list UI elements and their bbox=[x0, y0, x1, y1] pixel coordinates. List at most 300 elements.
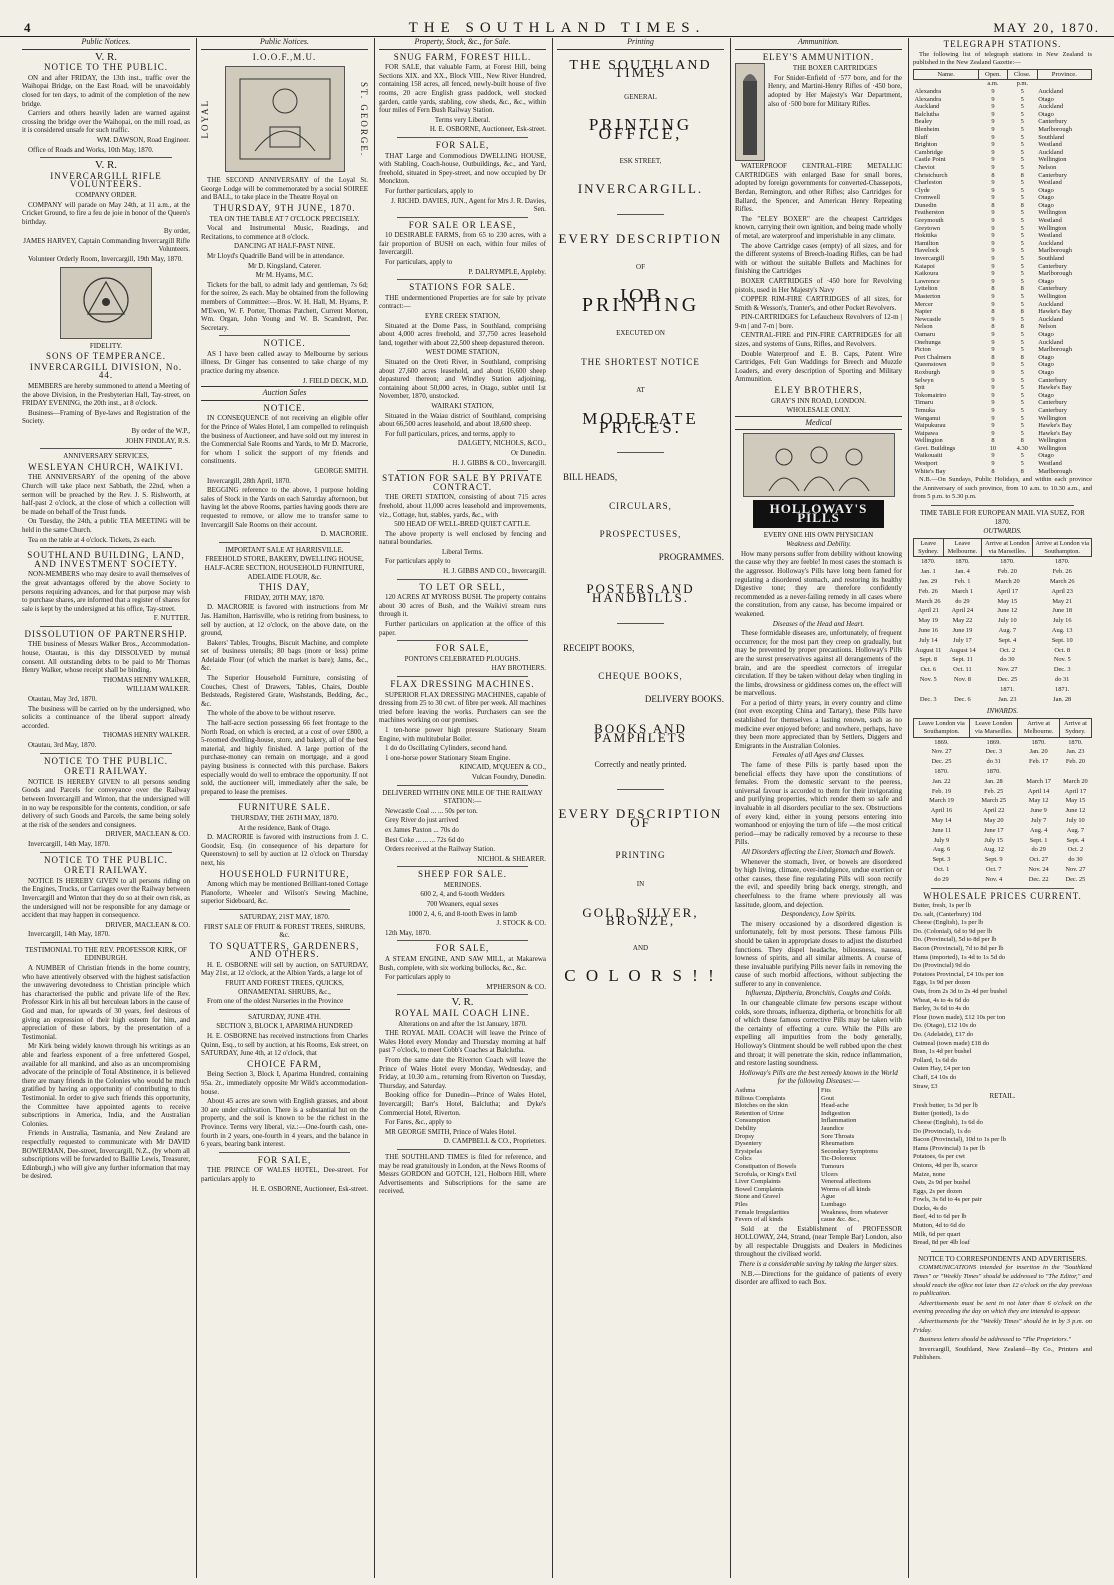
table-cell: 9 bbox=[991, 163, 995, 171]
table-cell: Timaru bbox=[914, 399, 934, 407]
table-cell: 9 bbox=[991, 429, 995, 437]
lodge-emblem-image bbox=[225, 66, 345, 172]
column-header: Arrive at Sydney. bbox=[1059, 718, 1091, 737]
table-cell: Feb. 20 bbox=[997, 568, 1017, 576]
disease-item: Secondary Symptoms bbox=[821, 1147, 878, 1155]
times-filing-note: THE SOUTHLAND TIMES is filed for reference, and may be read gratuitously in London, at the News Rooms of Messrs GORDON and GOTCH, 121, Holborn Hill, where Advertisements and Subscriptions for the same are received. bbox=[379, 1152, 546, 1196]
table-cell: 9 bbox=[991, 179, 995, 187]
table-cell: 5 bbox=[1020, 87, 1024, 95]
price-item: Oats, 2s 9d per bushel bbox=[913, 1179, 971, 1187]
table-cell: Lyttelton bbox=[914, 285, 938, 293]
telegraph-title: TELEGRAPH STATIONS. bbox=[943, 39, 1062, 49]
table-cell: do 30 bbox=[1068, 856, 1083, 864]
table-cell: March 25 bbox=[981, 797, 1007, 805]
table-cell: Picton bbox=[914, 346, 931, 354]
table-cell: 8 bbox=[991, 308, 995, 316]
table-cell: Auckland bbox=[1038, 103, 1064, 111]
disease-item: Female Irregularities bbox=[735, 1208, 790, 1216]
table-cell: 9 bbox=[991, 338, 995, 346]
eley-ammunition-ad: ELEY'S AMMUNITION. THE BOXER CARTRIDGES For Snider-Enfield of ·577 bore, and for the Henry, and Martini-Henry Rifles of ·450 bore, adopted by Her Majesty's War Department, also of ·500 bore for Military Rifles. WATERPROOF CENTRAL-FIRE METALLIC CARTRIDGES with enlarged Base for small bores, adopted by foreign governments for converted-Chassepots, Berdan, Remington, and other Rifles; also Cartridges for Ballard, the Spencer, and American Henry Repeating Rifles. The "ELEY BOXER" are the cheapest Cartridges known, carrying their own ignition, and being made wholly of metal, are waterproof and imperishable in any climate. The above Cartridge cases (empty) of all sizes, and for the different systems of Breech-loading Rifles, can be had with or without the suitable Bullets and Machines for finishing the Cartridges BOXER CARTRIDGES of ·450 bore for Revolving pistols, used in Her Majesty's Navy COPPER RIM-FIRE CARTRIDGES of all sizes, for Smith & Wesson's, Tranter's, and other Pocket Revolvers. PIN-CARTRIDGES for Lefaucheux Revolvers of 12-m | 9-m | and 7-m | bore. CENTRAL-FIRE and PIN-FIRE CARTRIDGES for all sizes, and systems of Guns, Rifles, and Revolvers. Double Waterproof and E. B. Caps, Patent Wire Cartridges, Felt Gun Waddings for Breech and Muzzle Loaders, and every description of Sporting and Military Ammunition. ELEY BROTHERS, GRAY'S INN ROAD, LONDON. WHOLESALE ONLY. bbox=[735, 51, 902, 415]
table-row bbox=[914, 567, 1092, 577]
macrorie-notice: BEGGING reference to the above, I purpose holding sales of Stock in the Yards on each Saturday afternoon, but having let the above Rooms, parties having goods there are requested to remove, or allow me to transfer same to Invercargill Sale Rooms on their account. D. MACRORIE. bbox=[201, 486, 368, 539]
table-row bbox=[914, 149, 1092, 157]
table-cell: 8 bbox=[991, 437, 995, 445]
table-cell bbox=[1018, 767, 1059, 777]
table-cell: Lawrence bbox=[914, 277, 940, 285]
table-cell: 9 bbox=[991, 293, 995, 300]
table-cell: Onehunga bbox=[914, 338, 941, 346]
table-row bbox=[914, 354, 1092, 362]
oreti-railway-notice-2: NOTICE TO THE PUBLIC. ORETI RAILWAY. NOTICE IS HEREBY GIVEN to all persons riding on the Engines, Trucks, or Carriages over the Railway between Invercargill and Winton that they do so at their own risk, as the undersigned will not be responsible for any damage or accident that may happen in consequence. DRIVER, MACLEAN & CO. Invercargill, 14th May, 1870. bbox=[22, 854, 190, 939]
table-cell: Oct. 27 bbox=[1029, 856, 1049, 864]
price-item: Mutton, 4d to 6d do bbox=[913, 1222, 965, 1230]
table-cell: 5 bbox=[1020, 179, 1024, 187]
table-cell: Spit bbox=[914, 384, 925, 392]
myross-bush-ad: TO LET OR SELL, 120 ACRES AT MYROSS BUSH. The property contains about 30 acres of Bush, and the Waikivi stream runs through it. Further particulars on application at the office of this paper. bbox=[379, 581, 546, 637]
table-cell: Nov. 27 bbox=[997, 666, 1018, 674]
disease-item: Blotches on the skin bbox=[735, 1102, 788, 1110]
table-cell: Otago bbox=[1038, 391, 1054, 399]
table-cell: April 22 bbox=[982, 807, 1005, 815]
table-cell: 8 bbox=[1020, 437, 1024, 445]
table-cell: 9 bbox=[991, 87, 995, 95]
table-cell: Wellington bbox=[1038, 437, 1067, 445]
table-cell: Nov. 27 bbox=[1065, 865, 1086, 873]
table-cell: July 14 bbox=[918, 636, 938, 644]
table-row bbox=[914, 384, 1092, 392]
year-cell: 1870. bbox=[1068, 738, 1083, 746]
disease-item: Retention of Urine bbox=[735, 1109, 784, 1117]
table-cell: Canterbury bbox=[1038, 406, 1067, 414]
harrisville-sale: IMPORTANT SALE AT HARRISVILLE. FREEHOLD STORE, BAKERY, DWELLING HOUSE, HALF-ACRE SECTION, HOUSEHOLD FURNITURE, ADELAIDE FLOUR, &c. THIS DAY, FRIDAY, 20TH MAY, 1870. D. MACRORIE is favored with instructions from Mr Jas. Hamilton, Harrisville, who is retiring from business, to sell by auction, at 12 o'clock, on the above date, on the ground, Bakers' Tables, Troughs, Biscuit Machine, and complete set of business utensils; 80 bags (more or less) prime Adelaide Flour (of which the market is bare); Jams, &c., &c. The Superior Household Furniture, consisting of Couches, Chest of Drawers, Tables, Chairs, Double Bedsteads, Registered Grate, Washstands, Bedding, &c., &c. The whole of the above to be without reserve. The half-acre section possessing 66 feet frontage to the North Road, on which is erected, at a cost of over £800, a 5-roomed dwelling-house, store, and bakery, all of the best material, and highly finished. A large portion of the purchase-money can remain on mortgage, and a good paying business is connected with this purchase. Bakers especially would do well to embrace the opportunity. If not sold, the auctioneer will, immediately after the sale, be prepared to lease the premises. bbox=[201, 545, 368, 796]
table-cell: 9 bbox=[991, 270, 995, 278]
table-cell: June 18 bbox=[1052, 607, 1073, 615]
disease-item: Consumption bbox=[735, 1117, 771, 1125]
table-cell: Jan. 28 bbox=[984, 777, 1003, 785]
price-item: Bacon (Provincial), 7d to 8d per lb bbox=[913, 945, 1004, 953]
table-row bbox=[914, 225, 1092, 233]
table-cell: 9 bbox=[991, 422, 995, 430]
disease-item: Stone and Gravel bbox=[735, 1193, 781, 1201]
table-cell: Nov. 8 bbox=[953, 675, 971, 683]
telegraph-table: Name. Open. Close. Province. a.m. p.m. Alexandra 9 5 Auckland Alexandra 9 5 Otago Auckland 9 5 Auckland Balclutha 9 5 Otago Bealey 9 5 Canterbury Blenheim 9 5 Marlborough Bluff 9 5 Southland Brighton 9 5 Westland Cambridge 9 5 Auckland Castle Point 9 5 Wellington Cheviot 9 5 Nelson Christchurch 8 8 Canterbury Charleston 9 5 Westland Clyde 9 5 Otago Cromwell 9 5 Otago Dunedin 8 8 Otago Featherston 9 5 Wellington Greymouth 9 5 Westland Greytown 9 5 Wellington Hokitika 9 5 Westland Hamilton 9 5 Auckland Havelock 9 5 Marlborough Invercargill 9 5 Southland Kaiapoi 9 5 Canterbury Kaikoura 9 5 Marlborough Lawrence 9 5 Otago Lyttelton 8 8 Canterbury Masterton 9 5 Wellington Mercer 9 5 Auckland Napier 8 8 Hawke's Bay Newcastle 9 5 Auckland Nelson 8 8 Nelson Oamaru 9 5 Otago Onehunga 9 5 Auckland Picton 9 5 Marlborough Port Chalmers 8 8 Otago Queenstown 9 5 Otago Roxburgh 9 5 Otago Selwyn 9 5 Canterbury Spit 9 5 Hawke's Bay Tokomairiro 9 5 Otago Timaru 9 5 Canterbury Temuka 9 5 Canterbury Wanganui 9 5 Wellington Waipukurau 9 5 Hawke's Bay Waipawa 9 5 Hawke's Bay Wellington 8 8 Wellington Govt. Buildings 10 4.30 Wellington Waikouaiti 9 5 Otago Westport 9 5 Westland White's Bay 8 8 Marlborough bbox=[913, 69, 1092, 475]
year-cell: 1870. bbox=[955, 558, 970, 566]
table-row bbox=[914, 636, 1092, 646]
table-row bbox=[914, 240, 1092, 248]
table-cell: Aug. 7 bbox=[998, 626, 1017, 634]
table-row bbox=[914, 415, 1092, 423]
column-public-notices-1 bbox=[18, 38, 194, 1578]
dwelling-house-ad: FOR SALE, THAT Large and Commodious DWELLING HOUSE, with Stabling, Coach-house, Outbuildings, &c., and Yard, freehold, situated in Spey-street, and now occupied by Dr Monckton. For further particulars, apply to J. RICHD. DAVIES, JUN., Agent for Mrs J. R. Davies, Sen. bbox=[379, 139, 546, 214]
table-cell: 1870. bbox=[986, 767, 1001, 775]
table-cell: Nov. 24 bbox=[1028, 865, 1049, 873]
disease-item: Worms of all kinds bbox=[821, 1185, 871, 1193]
table-cell: 9 bbox=[991, 346, 995, 354]
table-cell: do 31 bbox=[1055, 675, 1070, 683]
table-cell: April 17 bbox=[1064, 787, 1087, 795]
table-cell: Dec. 25 bbox=[1065, 875, 1086, 883]
column-header: Property, Stock, &c., for Sale. bbox=[379, 38, 546, 50]
disease-item: Lumbago bbox=[821, 1200, 846, 1208]
table-cell: Canterbury bbox=[1038, 399, 1067, 407]
lodge-side-label: ST. GEORGE. bbox=[359, 81, 369, 157]
table-cell: June 9 bbox=[1030, 807, 1047, 815]
table-cell bbox=[1059, 767, 1091, 777]
smith-notice: NOTICE. IN CONSEQUENCE of not receiving an eligible offer for the Prince of Wales Hotel, I am compelled to relinquish the business of Auctioneer, and have sold out my interest in the Commercial Sale Rooms and Yards, to Mr D. Macrorie, for whom I solicit the support of my friends and constituents. GEORGE SMITH. Invercargill, 28th April, 1870. bbox=[201, 402, 368, 485]
price-item: Eggs, 2s per dozen bbox=[913, 1187, 963, 1195]
table-cell: 4.30 bbox=[1016, 444, 1028, 452]
table-row bbox=[914, 331, 1092, 339]
table-cell: Otago bbox=[1038, 95, 1054, 103]
prices-title: WHOLESALE PRICES CURRENT. bbox=[923, 890, 1082, 901]
disease-item: Dropsy bbox=[735, 1132, 755, 1140]
table-cell: 9 bbox=[991, 209, 995, 217]
table-cell: Sept. 11 bbox=[952, 656, 973, 664]
table-cell: Westland bbox=[1038, 141, 1062, 149]
table-cell: Dec. 6 bbox=[954, 695, 971, 703]
table-cell: Aug. 7 bbox=[1066, 826, 1085, 834]
table-cell: Sept. 1 bbox=[1029, 836, 1048, 844]
price-item: Barley, 3s 6d to 4s do bbox=[913, 1005, 970, 1013]
price-item: Wheat, 4s to 4s 6d do bbox=[913, 996, 970, 1004]
roads-notice: V. R. NOTICE TO THE PUBLIC. ON and after FRIDAY, the 13th inst., traffic over the Waihopai Bridge, on the East Road, will be unavoidably closed for ten days, to admit of the completion of the new bridge. Carriers and others heavily laden are warned against crossing the bridge over the Waihopai, on the mill road, as it is considered unsafe for such traffic. WM. DAWSON, Road Engineer. Office of Roads and Works, 10th May, 1870. bbox=[22, 50, 190, 154]
table-cell: Feb. 17 bbox=[1029, 758, 1049, 766]
table-cell: Nov. 5 bbox=[1053, 656, 1071, 664]
table-cell: White's Bay bbox=[914, 467, 946, 475]
table-cell: Nov. 5 bbox=[919, 675, 937, 683]
table-cell: do 31 bbox=[986, 758, 1001, 766]
table-cell: Oct. 11 bbox=[953, 666, 972, 674]
table-cell: Aug. 4 bbox=[1029, 826, 1048, 834]
table-row bbox=[914, 323, 1092, 331]
column-header: Leave Sydney. bbox=[914, 538, 944, 557]
table-cell: Christchurch bbox=[914, 171, 948, 179]
disease-item: Constipation of Bowels bbox=[735, 1162, 797, 1170]
table-cell: 8 bbox=[991, 171, 995, 179]
price-item: Chaff, £4 10s do bbox=[913, 1073, 957, 1081]
table-row bbox=[914, 96, 1092, 104]
table-row bbox=[914, 826, 1092, 836]
table-cell: Nelson bbox=[1038, 323, 1057, 331]
table-cell: Napier bbox=[914, 308, 932, 316]
table-cell: Hamilton bbox=[914, 239, 939, 247]
table-cell: 9 bbox=[991, 232, 995, 240]
disease-item: Tumours bbox=[821, 1162, 845, 1170]
table-cell: Oamaru bbox=[914, 330, 936, 338]
table-cell: July 10 bbox=[998, 617, 1017, 625]
disease-item: Piles bbox=[735, 1200, 748, 1208]
stations-sale-ad: STATIONS FOR SALE. THE undermentioned Properties are for sale by private contract:— EYRE CREEK STATION, Situated at the Dome Pass, in Southland, comprising about 4,000 acres freehold, and 37,750 acres leasehold land, together with about 22,500 sheep depastured thereon. WEST DOME STATION, Situated on the Oreti River, in Southland, comprising about 27,600 acres leasehold, and about 16,600 sheep depastured thereon; and Windley Station adjoining, containing about 50,000 acres, in Otago, sublet until 1st November, 1870, unstocked. WAIRAKI STATION, Situated in the Waiau district of Southland, comprising about 66,500 acres leasehold, and about 18,600 sheep. For full particulars, prices, and terms, apply to DALGETY, NICHOLS, &CO., Or Dunedin. H. J. GIBBS & CO., Invercargill. bbox=[379, 282, 546, 467]
price-item: Milk, 6d per quart bbox=[913, 1230, 961, 1238]
table-cell: Oct. 1 bbox=[933, 865, 950, 873]
price-item: Do (Provincial) 9d do bbox=[913, 962, 970, 970]
table-row bbox=[914, 757, 1092, 767]
table-cell: do 29 bbox=[1031, 846, 1046, 854]
price-item: Oaten Hay, £4 per ton bbox=[913, 1065, 971, 1073]
table-cell: Wellington bbox=[1038, 293, 1067, 300]
table-cell: Aug. 13 bbox=[1051, 626, 1073, 634]
royal-arms-emblem: V. R. bbox=[451, 996, 474, 1009]
column-header: Leave London via Southampton. bbox=[914, 718, 970, 737]
table-row bbox=[914, 263, 1092, 271]
table-cell: Canterbury bbox=[1038, 171, 1067, 179]
disease-item: Tic-Doloreux bbox=[821, 1155, 857, 1163]
table-row bbox=[914, 247, 1092, 255]
table-row bbox=[914, 293, 1092, 301]
column-property-for-sale bbox=[374, 38, 550, 1578]
year-cell: 1870. bbox=[921, 558, 936, 566]
table-cell: May 15 bbox=[997, 597, 1018, 605]
table-cell: 5 bbox=[1020, 217, 1024, 225]
table-cell: June 12 bbox=[997, 607, 1018, 615]
table-cell: Otago bbox=[1038, 368, 1054, 376]
table-cell: 5 bbox=[1020, 118, 1024, 126]
table-row bbox=[914, 430, 1092, 438]
table-cell: 5 bbox=[1020, 194, 1024, 202]
table-cell: Westland bbox=[1038, 460, 1062, 468]
table-cell: Marlborough bbox=[1038, 346, 1072, 354]
table-cell: Charleston bbox=[914, 179, 943, 187]
disease-item: Liver Complaints bbox=[735, 1178, 781, 1186]
table-cell: 5 bbox=[1020, 95, 1024, 103]
table-cell: May 19 bbox=[918, 617, 939, 625]
table-cell: Dec. 3 bbox=[1053, 666, 1071, 674]
table-row bbox=[914, 179, 1092, 187]
table-cell: March 19 bbox=[929, 797, 954, 805]
disease-item: Weakness, from whatever cause &c. &c., bbox=[821, 1208, 889, 1224]
table-cell: 9 bbox=[991, 262, 995, 270]
price-item: Hams (Provincial) 1s per lb bbox=[913, 1144, 985, 1152]
table-cell: Wellington bbox=[1038, 156, 1067, 164]
table-cell: July 9 bbox=[933, 836, 950, 844]
table-row bbox=[914, 422, 1092, 430]
table-cell: do 29 bbox=[955, 597, 970, 605]
table-cell: Nov. 4 bbox=[985, 875, 1003, 883]
table-cell: 5 bbox=[1020, 414, 1024, 422]
table-cell: 8 bbox=[1020, 171, 1024, 179]
price-item: Cheese (English), 1s 6d do bbox=[913, 1118, 983, 1126]
year-cell: 1870. bbox=[1000, 558, 1015, 566]
table-row bbox=[914, 616, 1092, 626]
table-cell: Jan. 29 bbox=[919, 578, 938, 585]
table-cell: 8 bbox=[991, 201, 995, 209]
hotel-sale: FOR SALE, THE PRINCE OF WALES HOTEL, Dee-street. For particulars apply to H. E. OSBORNE, Auctioneer, Esk-street. bbox=[201, 1154, 368, 1193]
table-cell: Canterbury bbox=[1038, 285, 1067, 293]
table-cell: Queenstown bbox=[914, 361, 947, 369]
table-cell: 5 bbox=[1020, 125, 1024, 133]
table-row bbox=[914, 452, 1092, 460]
table-cell: Jan. 1 bbox=[920, 568, 936, 576]
table-row bbox=[914, 164, 1092, 172]
table-cell: Wellington bbox=[1038, 209, 1067, 217]
table-cell: 9 bbox=[991, 141, 995, 149]
table-cell: Wellington bbox=[1038, 444, 1067, 452]
table-cell: March 1 bbox=[951, 587, 974, 595]
table-cell: Otago bbox=[1038, 201, 1054, 209]
section-header-auction: Auction Sales bbox=[201, 386, 368, 401]
table-row bbox=[914, 655, 1092, 665]
table-cell: Southland bbox=[1038, 133, 1065, 141]
price-item: Pollard, 1s 6d do bbox=[913, 1056, 958, 1064]
table-row bbox=[914, 665, 1092, 675]
table-cell: 5 bbox=[1020, 330, 1024, 338]
holloways-pills-banner: HOLLOWAY'S PILLS bbox=[753, 500, 884, 527]
table-cell: do 30 bbox=[1000, 656, 1015, 664]
table-cell: Featherston bbox=[914, 209, 945, 217]
disease-item: Jaundice bbox=[821, 1124, 844, 1132]
disease-item: Sore Throats bbox=[821, 1132, 855, 1140]
oreti-station-ad: STATION FOR SALE BY PRIVATE CONTRACT. THE ORETI STATION, consisting of about 715 acres freehold, about 11,000 acres leasehold and improvements, viz., Cottage, hut, stables, yards, &c., with 500 HEAD OF WELL-BRED QUIET CATTLE. The above property is well enclosed by fencing and natural boundaries. Liberal Terms. For particulars apply to H. J. GIBBS AND CO., Invercargill. bbox=[379, 473, 546, 576]
table-row bbox=[914, 695, 1092, 705]
disease-item: Erysipelas bbox=[735, 1147, 763, 1155]
table-cell: Sept. 3 bbox=[932, 856, 951, 864]
table-row bbox=[914, 796, 1092, 806]
ploughs-ad: FOR SALE, PONTON'S CELEBRATED PLOUGHS. HAY BROTHERS. bbox=[404, 643, 546, 673]
price-item: Oatmeal (town made) £18 do bbox=[913, 1039, 990, 1047]
column-printing: Printing THE SOUTHLAND TIMES GENERAL PRINTING OFFICE, ESK STREET, INVERCARGILL. EVERY DESCRIPTION OF JOB PRINTING EXECUTED ON THE SHORTEST NOTICE AT MODERATE PRICES. BILL HEADS, CIRCULARS, PROSPECTUSES, PROGRAMMES. POSTERS AND HANDBILLS. RECEIPT BOOKS, CHEQUE BOOKS, DELIVERY BOOKS. BOOKS AND PAMPHLETS Correctly and neatly printed. EVERY DESCRIPTION OF PRINTING IN GOLD, SILVER, BRONZE, AND C O L O R S ! ! bbox=[552, 38, 728, 1578]
table-row bbox=[914, 468, 1092, 476]
coal-ad: DELIVERED WITHIN ONE MILE OF THE RAILWAY STATION:— Newcastle Coal ... ... 50s per ton. Grey River do just arrived ex James Paxton ... 70s do Best Coke ... ... ... 72s 6d do Orders received at the Railway Station. NICHOL & SHEARER. bbox=[382, 788, 546, 863]
table-cell: Otago bbox=[1038, 110, 1054, 118]
table-cell: 5 bbox=[1020, 391, 1024, 399]
choice-farm-sale: SATURDAY, JUNE 4TH. SECTION 3, BLOCK I, APARIMA HUNDRED H. E. OSBORNE has received instructions from Charles Quinn, Esq., to sell by auction, at his Rooms, Esk street, on SATURDAY, June 4th, at 12 o'clock, that CHOICE FARM, Being Section 3, Block I, Aparima Hundred, containing 95a. 2r., immediately opposite Mr Wild's accommodation-house. About 45 acres are sown with English grasses, and about 30 are under cultivation. There is a substantial hut on the property, and the soil is known to be the richest in the Province. Terms very liberal, viz.:—One-fourth cash, one-fourth in 2 years, one-fourth in 4 years, and the balance in 6 years, bearing bank interest. bbox=[201, 1012, 368, 1149]
col-province: Province. bbox=[1037, 69, 1091, 80]
table-cell: 5 bbox=[1020, 368, 1024, 376]
table-cell: July 10 bbox=[1066, 816, 1085, 824]
price-item: Do. (Colonial), 6d to 9d per lb bbox=[913, 927, 993, 935]
newspaper-title: THE SOUTHLAND TIMES. bbox=[408, 20, 706, 36]
table-cell: 5 bbox=[1020, 460, 1024, 468]
column-header: Leave London via Marseilles. bbox=[969, 718, 1017, 737]
table-cell: March 20 bbox=[995, 578, 1020, 585]
table-cell: 5 bbox=[1020, 376, 1024, 384]
table-cell: 8 bbox=[1020, 201, 1024, 209]
disease-item: Bowel Complaints bbox=[735, 1185, 784, 1193]
table-cell: May 12 bbox=[1028, 797, 1049, 805]
table-cell bbox=[914, 685, 944, 695]
table-cell: 9 bbox=[991, 224, 995, 232]
disease-item: Fevers of all kinds bbox=[735, 1216, 784, 1224]
table-cell: 5 bbox=[1020, 315, 1024, 323]
column-header: Public Notices. bbox=[22, 38, 190, 50]
table-cell: Waipukurau bbox=[914, 422, 946, 430]
table-cell: 5 bbox=[1020, 141, 1024, 149]
table-cell: 10 bbox=[989, 444, 997, 452]
table-cell: April 24 bbox=[951, 607, 974, 615]
table-cell: May 22 bbox=[952, 617, 973, 625]
table-cell: Dec. 25 bbox=[997, 675, 1018, 683]
price-item: Do. (Otago), £12 10s do bbox=[913, 1022, 977, 1030]
table-cell: 9 bbox=[991, 460, 995, 468]
table-row bbox=[914, 392, 1092, 400]
table-row bbox=[914, 787, 1092, 797]
table-row bbox=[914, 103, 1092, 111]
table-cell: Hokitika bbox=[914, 232, 937, 240]
table-cell: June 17 bbox=[983, 826, 1004, 834]
wesleyan-notice: ANNIVERSARY SERVICES, WESLEYAN CHURCH, WAIKIVI. THE ANNIVERSARY of the opening of the above Church will take place next Sabbath, the 22nd, when a sermon will be preached by the Rev. J. S. Rishworth, at half-past 2 o'clock, at the close of which a collection will be made on behalf of the Trust funds. On Tuesday, the 24th, a public TEA MEETING will be held in the same Church. Tea on the table at 4 o'clock. Tickets, 2s each. bbox=[22, 452, 190, 544]
table-cell: 9 bbox=[991, 406, 995, 414]
mail-outwards-table bbox=[913, 538, 1092, 705]
oddfellows-emblem-image bbox=[60, 267, 152, 339]
table-cell: Selwyn bbox=[914, 376, 934, 384]
table-cell: 9 bbox=[991, 110, 995, 118]
diseases-list bbox=[735, 1087, 902, 1224]
table-cell: April 21 bbox=[917, 607, 939, 615]
table-cell: Auckland bbox=[1038, 148, 1064, 156]
table-cell: Govt. Buildings bbox=[914, 444, 956, 452]
price-item: Butter (potted), 1s do bbox=[913, 1110, 969, 1118]
table-cell: July 17 bbox=[953, 636, 972, 644]
table-row bbox=[914, 285, 1092, 293]
disease-item: Head-ache bbox=[821, 1102, 849, 1110]
table-cell: 8 bbox=[1020, 308, 1024, 316]
table-cell: 8 bbox=[1020, 285, 1024, 293]
oreti-railway-notice-1: NOTICE TO THE PUBLIC. ORETI RAILWAY. NOTICE IS HEREBY GIVEN to all persons sending Goods and Parcels for conveyance over the Railway between Invercargill and Winton, that the undersigned will in no way be responsible for the contents, condition, or safe delivery of such Goods and Parcels, the same being solely at the risk of the senders and consignees. DRIVER, MACLEAN & CO. Invercargill, 14th May, 1870. bbox=[22, 755, 190, 848]
table-cell: Cheviot bbox=[914, 163, 935, 171]
lodge-side-label: LOYAL bbox=[200, 99, 210, 139]
table-row bbox=[914, 685, 1092, 695]
flax-machines-ad: FLAX DRESSING MACHINES. SUPERIOR FLAX DRESSING MACHINES, capable of dressing from 25 to 30 cwt. of fibre per week. All machines tried before leaving the works. Purchasers can see the machines working on our premises. 1 ten-horse power high pressure Stationary Steam Engine, with multitubular Boiler. 1 do do Oscillating Cylinders, second hand. 1 one-horse power Stationary Steam Engine. KINCAID, M'QUEEN & CO., Vulcan Foundry, Dunedin. bbox=[379, 679, 546, 781]
price-item: Fresh butter, 1s 3d per lb bbox=[913, 1101, 978, 1109]
table-cell: 5 bbox=[1020, 406, 1024, 414]
table-cell: Oct. 2 bbox=[1067, 846, 1084, 854]
price-item: Butter, fresh, 1s per lb bbox=[913, 902, 971, 910]
table-cell: 5 bbox=[1020, 452, 1024, 460]
table-row bbox=[914, 816, 1092, 826]
column-header: Arrive at London via Southampton. bbox=[1033, 538, 1092, 557]
furniture-sale: FURNITURE SALE. THURSDAY, THE 26TH MAY, 1870. At the residence, Bank of Otago. D. MACRORIE is favored with instructions from J. C. Goodsir, Esq. (in consequence of his departure for Queenstown) to sell by auction at 12 o'clock on Thursday next, his HOUSEHOLD FURNITURE, Among which may be mentioned Brilliant-toned Cottage Pianoforte, Wheeler and Wilson's Sewing Machine, superior Sideboard, &c. bbox=[201, 802, 368, 906]
table-cell: 9 bbox=[991, 239, 995, 247]
table-cell: Castle Point bbox=[914, 156, 946, 164]
table-row bbox=[914, 232, 1092, 240]
col-name: Name. bbox=[914, 69, 979, 80]
disease-item: Colics bbox=[735, 1155, 752, 1163]
table-cell: May 15 bbox=[1065, 797, 1086, 805]
table-cell: Hawke's Bay bbox=[1038, 384, 1072, 392]
year-cell: 1869. bbox=[986, 738, 1001, 746]
table-cell: Kaikoura bbox=[914, 270, 939, 278]
table-cell: 9 bbox=[991, 361, 995, 369]
column-header: Arrive at Melbourne. bbox=[1018, 718, 1059, 737]
printing-title: THE SOUTHLAND TIMES bbox=[569, 57, 712, 82]
table-cell: Jan. 20 bbox=[1029, 748, 1048, 756]
table-cell: June 16 bbox=[918, 626, 939, 634]
table-cell: July 16 bbox=[1052, 617, 1072, 625]
table-cell: Otago bbox=[1038, 353, 1054, 361]
table-cell: March 17 bbox=[1026, 777, 1051, 785]
table-cell: 8 bbox=[991, 353, 995, 361]
table-cell: 5 bbox=[1020, 148, 1024, 156]
column-header: Arrive at London via Marseilles. bbox=[982, 538, 1033, 557]
col-open: Open. bbox=[979, 69, 1008, 80]
table-row bbox=[914, 855, 1092, 865]
price-item: Beef, 4d to 6d per lb bbox=[913, 1213, 967, 1221]
table-cell: 5 bbox=[1020, 293, 1024, 300]
table-row bbox=[914, 126, 1092, 134]
table-row bbox=[914, 445, 1092, 453]
table-cell: 5 bbox=[1020, 429, 1024, 437]
table-row bbox=[914, 209, 1092, 217]
table-row bbox=[914, 217, 1092, 225]
table-cell: Mercer bbox=[914, 300, 933, 308]
table-row bbox=[914, 316, 1092, 324]
notice-title: NOTICE TO THE PUBLIC. bbox=[43, 62, 168, 73]
section-header-medical: Medical bbox=[735, 416, 902, 431]
table-cell: 5 bbox=[1020, 422, 1024, 430]
table-cell: Dec. 3 bbox=[919, 695, 937, 703]
sheep-sale-ad: SHEEP FOR SALE. MERINOES. 600 2, 4, and 6-tooth Wedders 700 Weaners, equal sexes 1000 2, 4, 6, and 8-tooth Ewes in lamb J. STOCK & CO. 12th May, 1870. bbox=[385, 869, 546, 937]
column-telegraph-mail-prices: TELEGRAPH STATIONS. The following list of telegraph stations in New Zealand is published in the New Zealand Gazette:— Name. Open. Close. Province. a.m. p.m. Alexandra 9 5 Auckland Alexandra 9 5 Otago Auckland 9 5 Auckland Balclutha 9 5 Otago Bealey 9 5 Canterbury Blenheim 9 5 Marlborough Bluff 9 5 Southland Brighton 9 5 Westland Cambridge 9 5 Auckland Castle Point 9 5 Wellington Cheviot 9 5 Nelson Christchurch 8 8 Canterbury Charleston 9 5 Westland Clyde 9 5 Otago Cromwell 9 5 Otago Dunedin 8 8 Otago Featherston 9 5 Wellington Greymouth 9 5 Westland Greytown 9 5 Wellington Hokitika 9 5 Westland Hamilton 9 5 Auckland Havelock 9 5 Marlborough Invercargill 9 5 Southland Kaiapoi 9 5 Canterbury Kaikoura 9 5 Marlborough Lawrence 9 5 Otago Lyttelton 8 8 Canterbury Masterton 9 5 Wellington Mercer 9 5 Auckland Napier 8 8 Hawke's Bay Newcastle 9 5 Auckland Nelson 8 8 Nelson Oamaru 9 5 Otago Onehunga 9 5 Auckland Picton 9 5 Marlborough Port Chalmers 8 8 Otago Queenstown 9 5 Otago Roxburgh 9 5 Otago Selwyn 9 5 Canterbury Spit 9 5 Hawke's Bay Tokomairiro 9 5 Otago Timaru 9 5 Canterbury Temuka 9 5 Canterbury Wanganui 9 5 Wellington Waipukurau 9 5 Hawke's Bay Waipawa 9 5 Hawke's Bay Wellington 8 8 Wellington Govt. Buildings 10 4.30 Wellington Waikouaiti 9 5 Otago Westport 9 5 Westland White's Bay 8 8 Marlborough N.B.—On Sundays, Public Holidays, and within each province the Anniversary of such province, from 10 a.m. to 10.30 a.m., and from 5 p.m. to 5.30 p.m. TIME TABLE FOR EUROPEAN MAIL VIA SUEZ, FOR 1870. OUTWARDS. Leave Sydney. Leave Melbourne. Arrive at London via Marseilles. Arrive at London via Southampton. 1870. 1870. 1870. 1870. Jan. 1 Jan. 4 Feb. 20 Feb. 26 Jan. 29 Feb. 1 March 20 March 26 Feb. 26 March 1 April 17 April 23 March 26 do 29 May 15 May 21 April 21 April 24 June 12 June 18 May 19 May 22 July 10 July 16 June 16 June 19 Aug. 7 Aug. 13 July 14 July 17 Sept. 4 Sept. 10 August 11 August 14 Oct. 2 Oct. 8 Sept. 8 Sept. 11 do 30 Nov. 5 Oct. 6 Oct. 11 Nov. 27 Dec. 3 Nov. 5 Nov. 8 Dec. 25 do 31 1871. 1871. Dec. 3 Dec. 6 Jan. 23 Jan. 28 INWARDS. Leave London via Southampton. Leave London via Marseilles. Arrive at Melbourne. Arrive at Sydney. 1869. 1869. 1870. 1870. Nov. 27 Dec. 3 Jan. 20 Jan. 23 Dec. 25 do 31 Feb. 17 Feb. 20 1870. 1870. Jan. 22 Jan. 28 March 17 March 20 Feb. 19 Feb. 25 April 14 April 17 March 19 March 25 May 12 May 15 April 16 April 22 June 9 June 12 May 14 May 20 July 7 July 10 June 11 June 17 Aug. 4 Aug. 7 July 9 July 15 Sept. 1 Sept. 4 Aug. 6 Aug. 12 do 29 Oct. 2 Sept. 3 Sept. 9 Oct. 27 do 30 Oct. 1 Oct. 7 Nov. 24 Nov. 27 do 29 Nov. 4 Dec. 22 Dec. 25 WHOLESALE PRICES CURRENT. Butter, fresh, 1s per lb Do. salt, (Canterbury) 10d Cheese (English), 1s per lb Do. (Colonial), 6d to 9d per lb Do. (Provincial), 5d to 8d per lb Bacon (Provincial), 7d to 8d per lb Hams (imported), 1s 4d to 1s 5d do Do (Provincial) 9d do Potatoes Provincial, £4 10s per ton Eggs, 1s 9d per dozen Oats, from 2s 3d to 2s 4d per bushel Wheat, 4s to 4s 6d do Barley, 3s 6d to 4s do Flour (town made), £12 10s per ton Do. (Otago), £12 10s do Do. (Adelaide), £17 do Oatmeal (town made) £18 do Bran, 1s 4d per bushel Pollard, 1s 6d do Oaten Hay, £4 per ton Chaff, £4 10s do Straw, £3 RETAIL. Fresh butter, 1s 3d per lb Butter (potted), 1s do Cheese (English), 1s 6d do Do (Provincial), 1s do Bacon (Provincial), 10d to 1s per lb Hams (Provincial) 1s per lb Potatoes, 6s per cwt Onions, 4d per lb, scarce Maize, none Oats, 2s 9d per bushel Eggs, 2s per dozen Fowls, 3s 6d to 4s per pair Ducks, 4s do Beef, 4d to 6d per lb Mutton, 4d to 6d do Milk, 6d per quart Bread, 8d per 4lb loaf NOTICE TO CORRESPONDENTS AND ADVERTISERS. COMMUNICATIONS intended for insertion in the "Southland Times" or "Weekly Times" should be addressed to "The Editor," and should reach the office not later than 12 o'clock on the day previous to publication. Advertisements must be sent in not later than 6 o'clock on the evening preceding the day on which they are intended to appear. Advertisements for the "Weekly Times" should be in by 3 p.m. on Friday. Business letters should be addressed to "The Proprietors." Invercargill, Southland, New Zealand—By Co., Printers and Publishers. bbox=[908, 38, 1096, 1578]
